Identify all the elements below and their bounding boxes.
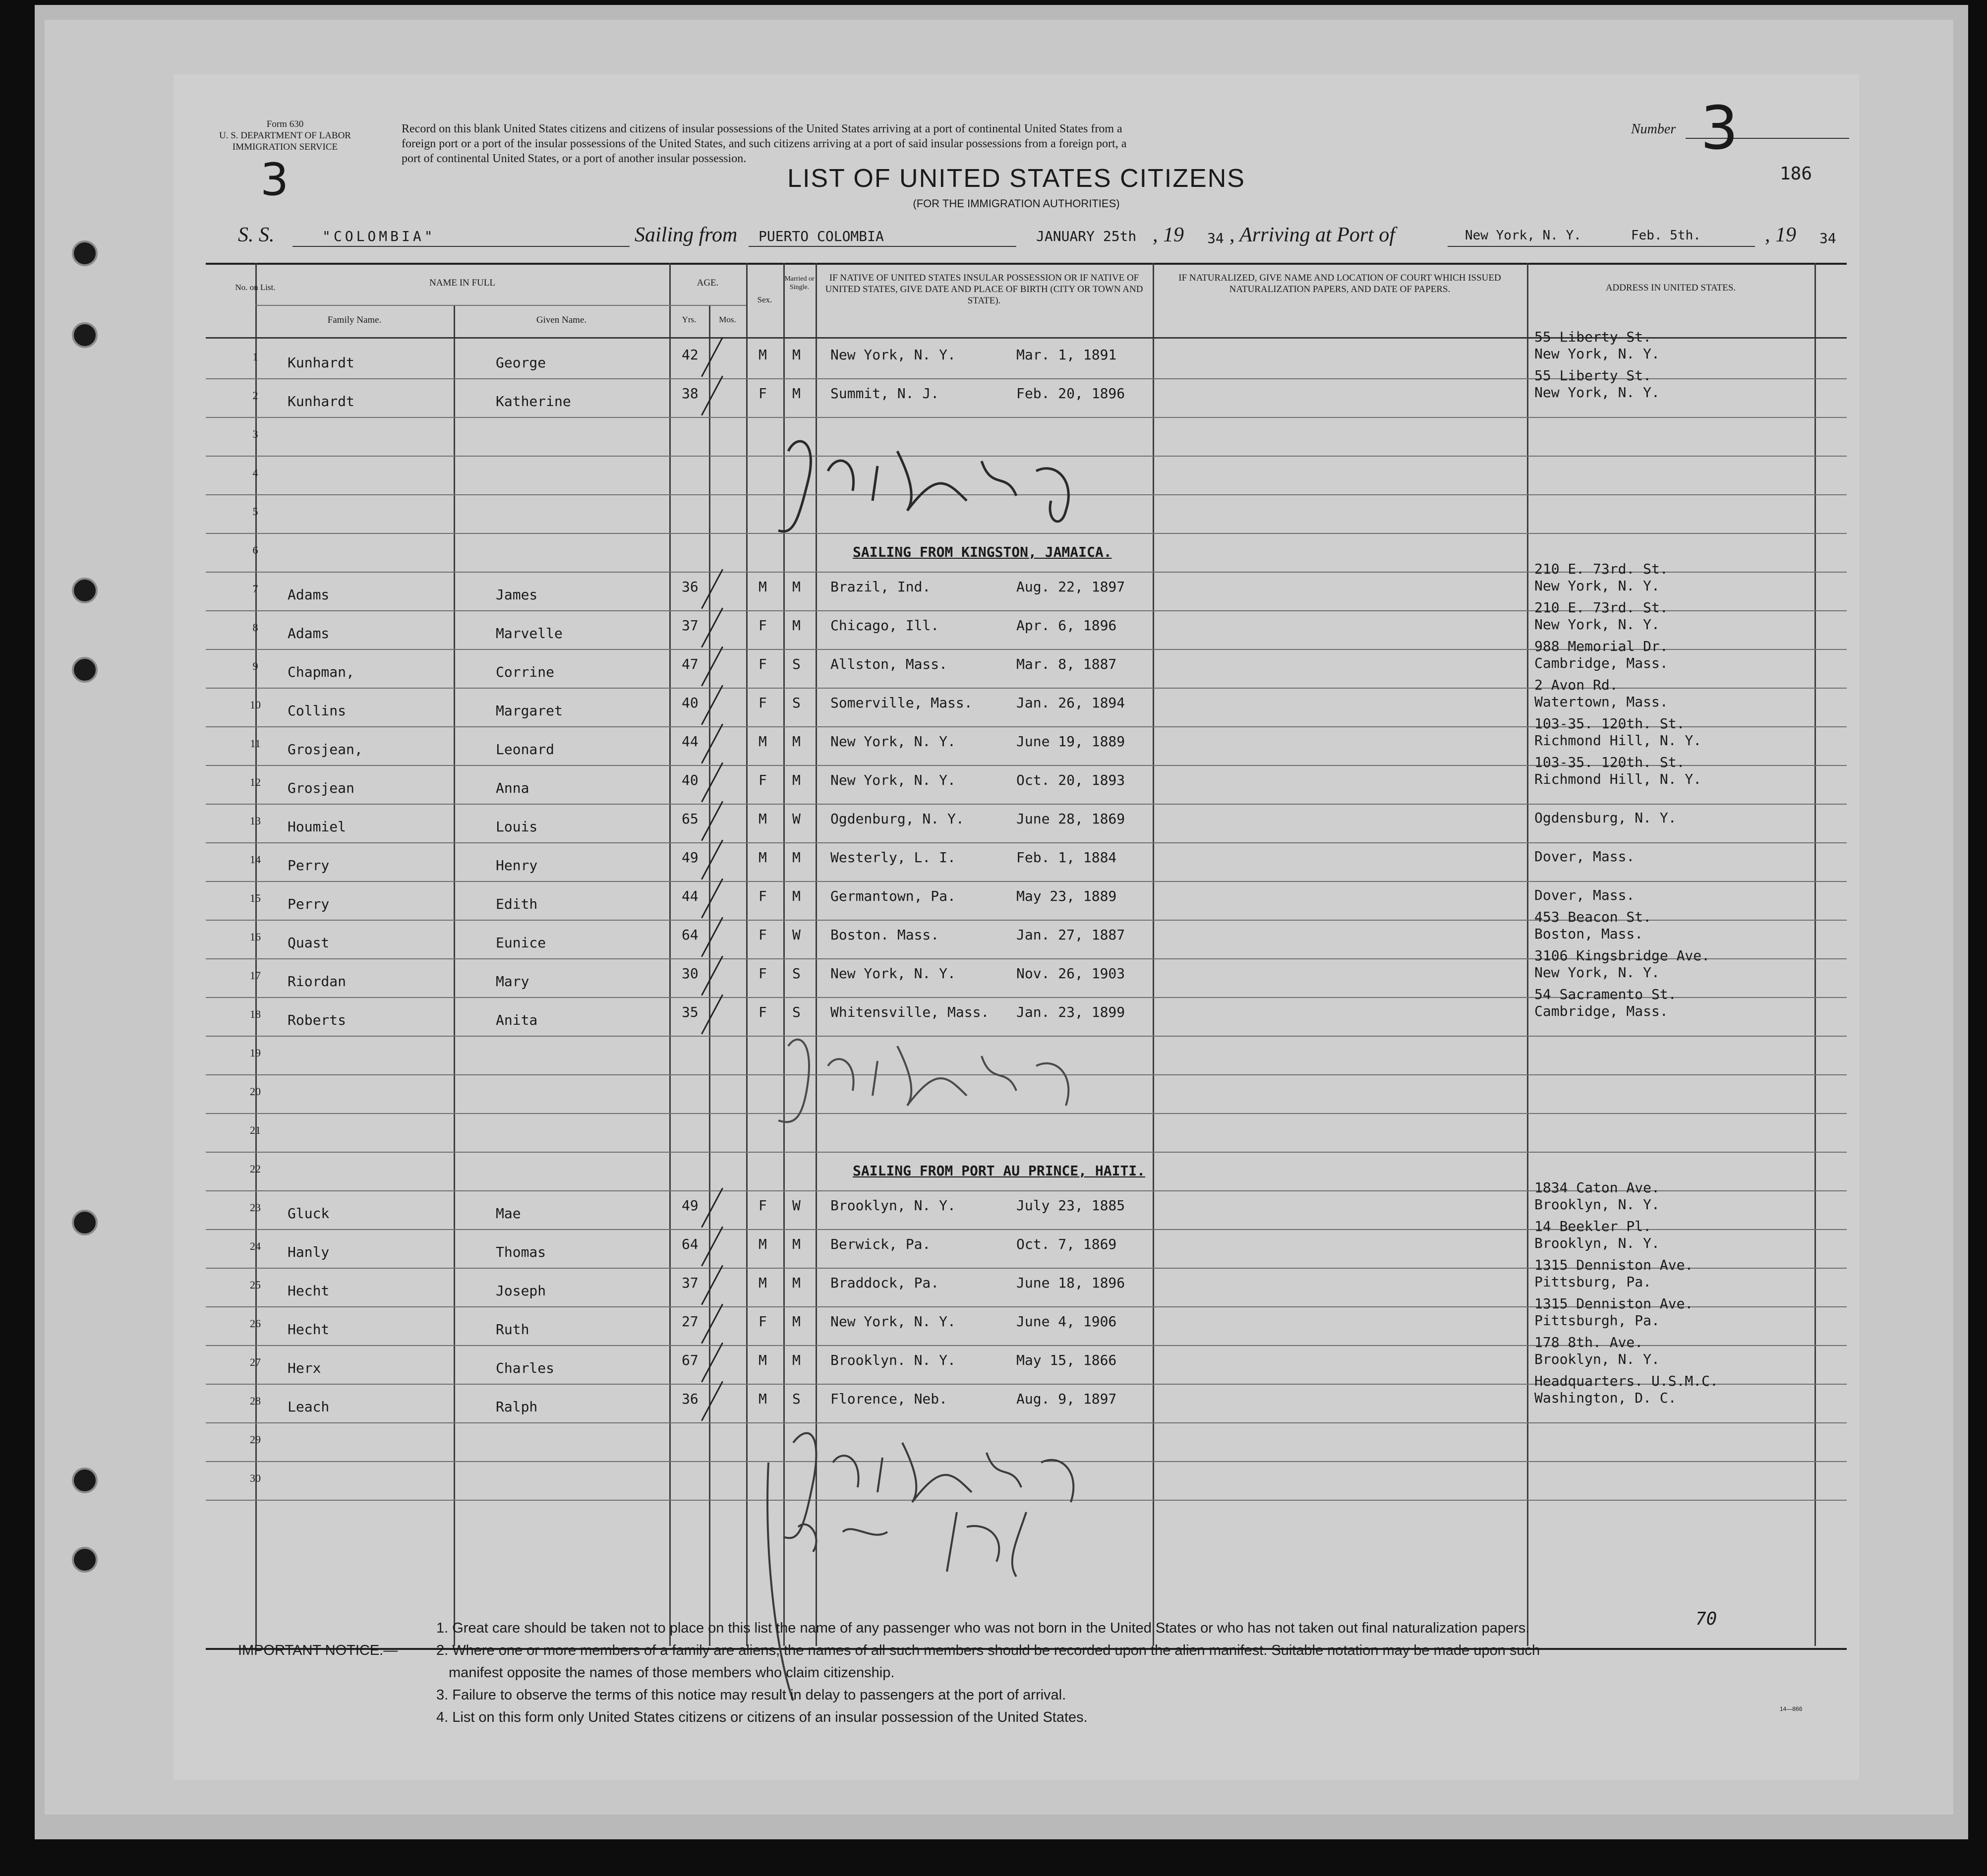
row-number: 19 bbox=[250, 1047, 261, 1059]
citizen-list-form bbox=[174, 74, 1859, 1780]
col-header-yrs: Yrs. bbox=[682, 315, 697, 324]
age-years: 37 bbox=[682, 1275, 699, 1291]
row-rule bbox=[206, 417, 1847, 418]
family-name: Kunhardt bbox=[288, 393, 354, 410]
given-name: George bbox=[496, 354, 546, 371]
address-line-1: 55 Liberty St. bbox=[1534, 329, 1652, 345]
address-line-2: Dover, Mass. bbox=[1534, 848, 1635, 865]
address-line-2: Ogdensburg, N. Y. bbox=[1534, 810, 1677, 826]
given-name: Anita bbox=[496, 1012, 538, 1028]
row-number: 6 bbox=[252, 544, 258, 556]
given-name: Charles bbox=[496, 1360, 555, 1376]
col-rule bbox=[1527, 263, 1528, 1646]
row-number: 26 bbox=[250, 1317, 261, 1330]
birth-date: June 19, 1889 bbox=[1016, 733, 1125, 750]
given-name: Eunice bbox=[496, 935, 546, 951]
birth-date: Aug. 22, 1897 bbox=[1016, 579, 1125, 595]
marital-status: M bbox=[792, 1236, 801, 1252]
sailing-label: Sailing from bbox=[635, 224, 738, 246]
family-name: Hecht bbox=[288, 1321, 330, 1338]
address-line-2: Watertown, Mass. bbox=[1534, 694, 1668, 710]
given-name: James bbox=[496, 586, 538, 603]
address-line-2: Richmond Hill, N. Y. bbox=[1534, 771, 1702, 787]
marital-status: S bbox=[792, 656, 801, 672]
address-line-1: 54 Sacramento St. bbox=[1534, 986, 1677, 1002]
family-name: Adams bbox=[288, 586, 330, 603]
birth-date: Mar. 8, 1887 bbox=[1016, 656, 1117, 672]
marital-status: S bbox=[792, 695, 801, 711]
binder-hole-icon bbox=[72, 240, 98, 266]
given-name: Louis bbox=[496, 819, 538, 835]
given-name: Margaret bbox=[496, 703, 563, 719]
address-line-1: 103-35. 120th. St. bbox=[1534, 715, 1685, 732]
given-name: Ralph bbox=[496, 1399, 538, 1415]
birth-place: New York, N. Y. bbox=[830, 1313, 956, 1330]
birth-place: Florence, Neb. bbox=[830, 1391, 948, 1407]
birth-date: Nov. 26, 1903 bbox=[1016, 965, 1125, 982]
row-number: 17 bbox=[250, 969, 261, 982]
age-years: 49 bbox=[682, 849, 699, 866]
address-line-1: 988 Memorial Dr. bbox=[1534, 638, 1668, 654]
birth-date: Mar. 1, 1891 bbox=[1016, 347, 1117, 363]
notice-item-3: 3. Failure to observe the terms of this notice may result in delay to passengers at the port of arrival. bbox=[436, 1687, 1066, 1703]
col-header-name: NAME IN FULL bbox=[429, 278, 495, 288]
family-name: Perry bbox=[288, 857, 330, 874]
col-header-address: ADDRESS IN UNITED STATES. bbox=[1605, 283, 1736, 293]
age-years: 36 bbox=[682, 579, 699, 595]
sex-value: M bbox=[759, 849, 767, 866]
col-header-married: Married or Single. bbox=[784, 275, 815, 291]
page-subtitle: (FOR THE IMMIGRATION AUTHORITIES) bbox=[913, 197, 1120, 210]
family-name: Chapman, bbox=[288, 664, 354, 680]
birth-date: June 18, 1896 bbox=[1016, 1275, 1125, 1291]
birth-place: Boston. Mass. bbox=[830, 927, 939, 943]
address-line-2: Brooklyn, N. Y. bbox=[1534, 1196, 1660, 1213]
birth-place: Brooklyn. N. Y. bbox=[830, 1352, 956, 1368]
age-years: 40 bbox=[682, 695, 699, 711]
row-number: 3 bbox=[252, 428, 258, 440]
row-number: 15 bbox=[250, 892, 261, 904]
marital-status: M bbox=[792, 888, 801, 904]
birth-place: Westerly, L. I. bbox=[830, 849, 956, 866]
birth-date: Aug. 9, 1897 bbox=[1016, 1391, 1117, 1407]
birth-date: Apr. 6, 1896 bbox=[1016, 617, 1117, 634]
family-name: Herx bbox=[288, 1360, 321, 1376]
birth-place: Whitensville, Mass. bbox=[830, 1004, 990, 1020]
address-line-2: Washington, D. C. bbox=[1534, 1390, 1677, 1406]
birth-date: Oct. 20, 1893 bbox=[1016, 772, 1125, 788]
row-number: 25 bbox=[250, 1279, 261, 1291]
address-line-1: 1315 Denniston Ave. bbox=[1534, 1295, 1694, 1312]
birth-date: May 23, 1889 bbox=[1016, 888, 1117, 904]
birth-place: Germantown, Pa. bbox=[830, 888, 956, 904]
row-number: 20 bbox=[250, 1085, 261, 1098]
sailing-underline bbox=[749, 246, 1016, 247]
family-name: Kunhardt bbox=[288, 354, 354, 371]
address-line-2: Richmond Hill, N. Y. bbox=[1534, 732, 1702, 749]
col-header-mos: Mos. bbox=[719, 315, 736, 324]
marital-status: W bbox=[792, 927, 801, 943]
address-line-2: Boston, Mass. bbox=[1534, 926, 1643, 942]
col-header-age: AGE. bbox=[697, 278, 719, 288]
page-number: 186 bbox=[1780, 164, 1812, 184]
col-rule bbox=[709, 305, 710, 1646]
section-heading: SAILING FROM KINGSTON, JAMAICA. bbox=[853, 544, 1112, 560]
row-number: 24 bbox=[250, 1240, 261, 1252]
age-years: 36 bbox=[682, 1391, 699, 1407]
address-line-1: 453 Beacon St. bbox=[1534, 909, 1652, 925]
address-line-1: 210 E. 73rd. St. bbox=[1534, 599, 1668, 616]
birth-place: Berwick, Pa. bbox=[830, 1236, 931, 1252]
birth-date: May 15, 1866 bbox=[1016, 1352, 1117, 1368]
address-line-2: New York, N. Y. bbox=[1534, 578, 1660, 594]
family-name: Houmiel bbox=[288, 819, 347, 835]
binder-hole-icon bbox=[72, 1547, 98, 1573]
col-rule bbox=[1814, 263, 1816, 1646]
age-years: 35 bbox=[682, 1004, 699, 1020]
page-total-mark: 70 bbox=[1695, 1609, 1717, 1629]
address-line-1: Headquarters. U.S.M.C. bbox=[1534, 1373, 1718, 1389]
age-years: 37 bbox=[682, 617, 699, 634]
col-header-sex: Sex. bbox=[757, 295, 772, 304]
sailing-date: JANUARY 25th bbox=[1036, 228, 1137, 244]
sailing-year-prefix: , 19 bbox=[1153, 224, 1184, 246]
row-number: 12 bbox=[250, 776, 261, 788]
age-years: 67 bbox=[682, 1352, 699, 1368]
given-name: Joseph bbox=[496, 1283, 546, 1299]
row-rule bbox=[206, 881, 1847, 882]
ship-name: "COLOMBIA" bbox=[322, 228, 436, 244]
sex-value: F bbox=[759, 1004, 767, 1020]
age-years: 47 bbox=[682, 656, 699, 672]
age-years: 44 bbox=[682, 733, 699, 750]
given-name: Mae bbox=[496, 1205, 521, 1222]
address-line-1: 3106 Kingsbridge Ave. bbox=[1534, 947, 1710, 964]
row-number: 13 bbox=[250, 815, 261, 827]
sex-value: F bbox=[759, 888, 767, 904]
age-years: 38 bbox=[682, 385, 699, 402]
notice-label: IMPORTANT NOTICE.— bbox=[238, 1642, 398, 1658]
address-line-2: New York, N. Y. bbox=[1534, 346, 1660, 362]
col-rule bbox=[669, 263, 671, 1646]
birth-place: Brooklyn, N. Y. bbox=[830, 1197, 956, 1214]
row-number: 7 bbox=[252, 583, 258, 595]
given-name: Mary bbox=[496, 973, 529, 990]
marital-status: M bbox=[792, 733, 801, 750]
marital-status: M bbox=[792, 617, 801, 634]
row-number: 4 bbox=[252, 467, 258, 479]
birth-date: July 23, 1885 bbox=[1016, 1197, 1125, 1214]
birth-date: June 28, 1869 bbox=[1016, 811, 1125, 827]
birth-place: New York, N. Y. bbox=[830, 772, 956, 788]
arriving-label: , Arriving at Port of bbox=[1229, 224, 1396, 246]
address-line-1: 1834 Caton Ave. bbox=[1534, 1179, 1660, 1196]
family-name: Leach bbox=[288, 1399, 330, 1415]
row-number: 27 bbox=[250, 1356, 261, 1368]
print-code: 14—866 bbox=[1780, 1705, 1803, 1712]
marital-status: M bbox=[792, 1313, 801, 1330]
age-years: 44 bbox=[682, 888, 699, 904]
sex-value: M bbox=[759, 1275, 767, 1291]
binder-hole-icon bbox=[72, 657, 98, 683]
row-number: 11 bbox=[250, 737, 261, 750]
marital-status: S bbox=[792, 965, 801, 982]
header-subrule bbox=[255, 305, 746, 306]
age-years: 27 bbox=[682, 1313, 699, 1330]
family-name: Quast bbox=[288, 935, 330, 951]
sex-value: F bbox=[759, 965, 767, 982]
row-number: 29 bbox=[250, 1433, 261, 1446]
arrival-underline bbox=[1448, 246, 1755, 247]
birth-date: Feb. 20, 1896 bbox=[1016, 385, 1125, 402]
sex-value: F bbox=[759, 385, 767, 402]
arrival-date: Feb. 5th. bbox=[1631, 228, 1701, 243]
sex-value: M bbox=[759, 1391, 767, 1407]
age-years: 65 bbox=[682, 811, 699, 827]
page-title: LIST OF UNITED STATES CITIZENS bbox=[787, 164, 1245, 193]
row-number: 5 bbox=[252, 505, 258, 518]
arrival-port: New York, N. Y. bbox=[1465, 228, 1581, 243]
address-line-2: New York, N. Y. bbox=[1534, 616, 1660, 633]
birth-place: Somerville, Mass. bbox=[830, 695, 973, 711]
birth-place: Chicago, Ill. bbox=[830, 617, 939, 634]
given-name: Thomas bbox=[496, 1244, 546, 1260]
marital-status: M bbox=[792, 849, 801, 866]
col-header-given: Given Name. bbox=[536, 315, 587, 325]
birth-place: Allston, Mass. bbox=[830, 656, 948, 672]
binder-hole-icon bbox=[72, 1467, 98, 1493]
given-name: Leonard bbox=[496, 741, 555, 758]
family-name: Grosjean, bbox=[288, 741, 363, 758]
arrival-year: 34 bbox=[1819, 230, 1836, 246]
sailing-year: 34 bbox=[1207, 230, 1224, 246]
family-name: Perry bbox=[288, 896, 330, 912]
signature-scribble bbox=[759, 421, 1106, 550]
row-number: 2 bbox=[252, 389, 258, 402]
row-rule bbox=[206, 842, 1847, 843]
row-number: 14 bbox=[250, 853, 261, 866]
sex-value: F bbox=[759, 927, 767, 943]
notice-item-1: 1. Great care should be taken not to place on this list the name of any passenger who was not born in the United States or who has not taken out final naturalization papers. bbox=[436, 1620, 1530, 1636]
address-line-1: 2 Avon Rd. bbox=[1534, 677, 1618, 693]
family-name: Hanly bbox=[288, 1244, 330, 1260]
notice-item-2-cont: manifest opposite the names of those members who claim citizenship. bbox=[449, 1665, 895, 1681]
given-name: Ruth bbox=[496, 1321, 529, 1338]
address-line-2: Brooklyn, N. Y. bbox=[1534, 1235, 1660, 1251]
age-years: 64 bbox=[682, 1236, 699, 1252]
birth-place: Braddock, Pa. bbox=[830, 1275, 939, 1291]
address-line-2: Cambridge, Mass. bbox=[1534, 1003, 1668, 1019]
address-line-1: 178 8th. Ave. bbox=[1534, 1334, 1643, 1350]
birth-date: June 4, 1906 bbox=[1016, 1313, 1117, 1330]
row-number: 28 bbox=[250, 1395, 261, 1407]
row-number: 30 bbox=[250, 1472, 261, 1484]
col-header-birthplace: IF NATIVE OF UNITED STATES INSULAR POSSESSION OR IF NATIVE OF UNITED STATES, GIVE DATE AND PLACE OF BIRTH (CITY OR TOWN AND STATE). bbox=[825, 273, 1143, 306]
col-header-naturalized: IF NATURALIZED, GIVE NAME AND LOCATION OF COURT WHICH ISSUED NATURALIZATION PAPERS, AND DATE OF PAPERS. bbox=[1178, 273, 1501, 294]
birth-date: Jan. 26, 1894 bbox=[1016, 695, 1125, 711]
address-line-2: Cambridge, Mass. bbox=[1534, 655, 1668, 671]
sex-value: F bbox=[759, 1197, 767, 1214]
address-line-1: 55 Liberty St. bbox=[1534, 367, 1652, 384]
given-name: Marvelle bbox=[496, 625, 563, 642]
birth-place: New York, N. Y. bbox=[830, 347, 956, 363]
age-years: 40 bbox=[682, 772, 699, 788]
marital-status: M bbox=[792, 347, 801, 363]
binder-hole-icon bbox=[72, 322, 98, 348]
margin-mark: 3 bbox=[260, 154, 289, 206]
sex-value: M bbox=[759, 347, 767, 363]
row-number: 10 bbox=[250, 699, 261, 711]
family-name: Riordan bbox=[288, 973, 347, 990]
address-line-1: 14 Beekler Pl. bbox=[1534, 1218, 1652, 1234]
sex-value: M bbox=[759, 811, 767, 827]
marital-status: S bbox=[792, 1004, 801, 1020]
row-number: 18 bbox=[250, 1008, 261, 1020]
row-number: 1 bbox=[252, 351, 258, 363]
given-name: Anna bbox=[496, 780, 529, 796]
family-name: Gluck bbox=[288, 1205, 330, 1222]
sex-value: F bbox=[759, 695, 767, 711]
sex-value: M bbox=[759, 1236, 767, 1252]
address-line-1: 210 E. 73rd. St. bbox=[1534, 561, 1668, 577]
form-id: Form 630 U. S. DEPARTMENT OF LABOR IMMIGRATION SERVICE bbox=[219, 119, 351, 152]
col-rule bbox=[746, 263, 748, 1646]
marital-status: M bbox=[792, 579, 801, 595]
address-line-2: New York, N. Y. bbox=[1534, 384, 1660, 401]
sex-value: M bbox=[759, 579, 767, 595]
birth-place: Ogdenburg, N. Y. bbox=[830, 811, 964, 827]
family-name: Roberts bbox=[288, 1012, 347, 1028]
birth-date: Jan. 27, 1887 bbox=[1016, 927, 1125, 943]
marital-status: M bbox=[792, 385, 801, 402]
family-name: Adams bbox=[288, 625, 330, 642]
signature-scribble bbox=[759, 1026, 1106, 1155]
col-header-no: No. on List. bbox=[235, 283, 276, 292]
notice-item-4: 4. List on this form only United States citizens or citizens of an insular possession of the United States. bbox=[436, 1709, 1088, 1725]
address-line-2: Dover, Mass. bbox=[1534, 887, 1635, 903]
address-line-2: Pittsburgh, Pa. bbox=[1534, 1312, 1660, 1329]
birth-date: Oct. 7, 1869 bbox=[1016, 1236, 1117, 1252]
notice-item-2: 2. Where one or more members of a family are aliens, the names of all such members should be recorded upon the alien manifest. Suitable notation may be made upon such bbox=[436, 1642, 1540, 1658]
ss-label: S. S. bbox=[238, 224, 275, 246]
voyage-line bbox=[238, 223, 1849, 253]
age-years: 30 bbox=[682, 965, 699, 982]
record-notice: Record on this blank United States citizens and citizens of insular possessions of the United States arriving at a port of continental United States from a foreign port or a port of the insular possessions of the United States, and such citizens arriving at a port of said insular possessions from a foreign port, a port of continental United States, or a port of another insular possession. bbox=[402, 122, 1127, 165]
sex-value: F bbox=[759, 617, 767, 634]
age-years: 64 bbox=[682, 927, 699, 943]
row-number: 8 bbox=[252, 621, 258, 634]
given-name: Edith bbox=[496, 896, 538, 912]
family-name: Grosjean bbox=[288, 780, 354, 796]
row-number: 22 bbox=[250, 1163, 261, 1175]
row-number: 9 bbox=[252, 660, 258, 672]
sailing-from: PUERTO COLOMBIA bbox=[759, 228, 884, 244]
birth-place: New York, N. Y. bbox=[830, 733, 956, 750]
arrival-year-prefix: , 19 bbox=[1765, 224, 1796, 246]
family-name: Collins bbox=[288, 703, 347, 719]
sex-value: M bbox=[759, 1352, 767, 1368]
sex-value: F bbox=[759, 1313, 767, 1330]
birth-date: Feb. 1, 1884 bbox=[1016, 849, 1117, 866]
address-line-1: 103-35. 120th. St. bbox=[1534, 754, 1685, 770]
row-number: 21 bbox=[250, 1124, 261, 1136]
number-label: Number bbox=[1631, 121, 1676, 137]
address-line-2: Pittsburg, Pa. bbox=[1534, 1274, 1652, 1290]
birth-place: Summit, N. J. bbox=[830, 385, 939, 402]
age-years: 49 bbox=[682, 1197, 699, 1214]
row-rule bbox=[206, 804, 1847, 805]
binder-hole-icon bbox=[72, 578, 98, 603]
age-years: 42 bbox=[682, 347, 699, 363]
ship-underline bbox=[292, 246, 630, 247]
binder-hole-icon bbox=[72, 1210, 98, 1235]
row-number: 23 bbox=[250, 1201, 261, 1214]
address-line-2: Brooklyn, N. Y. bbox=[1534, 1351, 1660, 1367]
birth-date: Jan. 23, 1899 bbox=[1016, 1004, 1125, 1020]
marital-status: M bbox=[792, 1352, 801, 1368]
marital-status: M bbox=[792, 1275, 801, 1291]
sex-value: F bbox=[759, 772, 767, 788]
given-name: Corrine bbox=[496, 664, 555, 680]
family-name: Hecht bbox=[288, 1283, 330, 1299]
sex-value: M bbox=[759, 733, 767, 750]
number-value: 3 bbox=[1700, 94, 1739, 163]
marital-status: W bbox=[792, 1197, 801, 1214]
col-rule bbox=[454, 305, 455, 1646]
address-line-2: New York, N. Y. bbox=[1534, 964, 1660, 981]
section-heading: SAILING FROM PORT AU PRINCE, HAITI. bbox=[853, 1163, 1146, 1179]
row-number: 16 bbox=[250, 931, 261, 943]
marital-status: W bbox=[792, 811, 801, 827]
sex-value: F bbox=[759, 656, 767, 672]
marital-status: S bbox=[792, 1391, 801, 1407]
marital-status: M bbox=[792, 772, 801, 788]
given-name: Katherine bbox=[496, 393, 571, 410]
birth-place: Brazil, Ind. bbox=[830, 579, 931, 595]
given-name: Henry bbox=[496, 857, 538, 874]
birth-place: New York, N. Y. bbox=[830, 965, 956, 982]
address-line-1: 1315 Denniston Ave. bbox=[1534, 1257, 1694, 1273]
col-header-family: Family Name. bbox=[327, 315, 382, 325]
